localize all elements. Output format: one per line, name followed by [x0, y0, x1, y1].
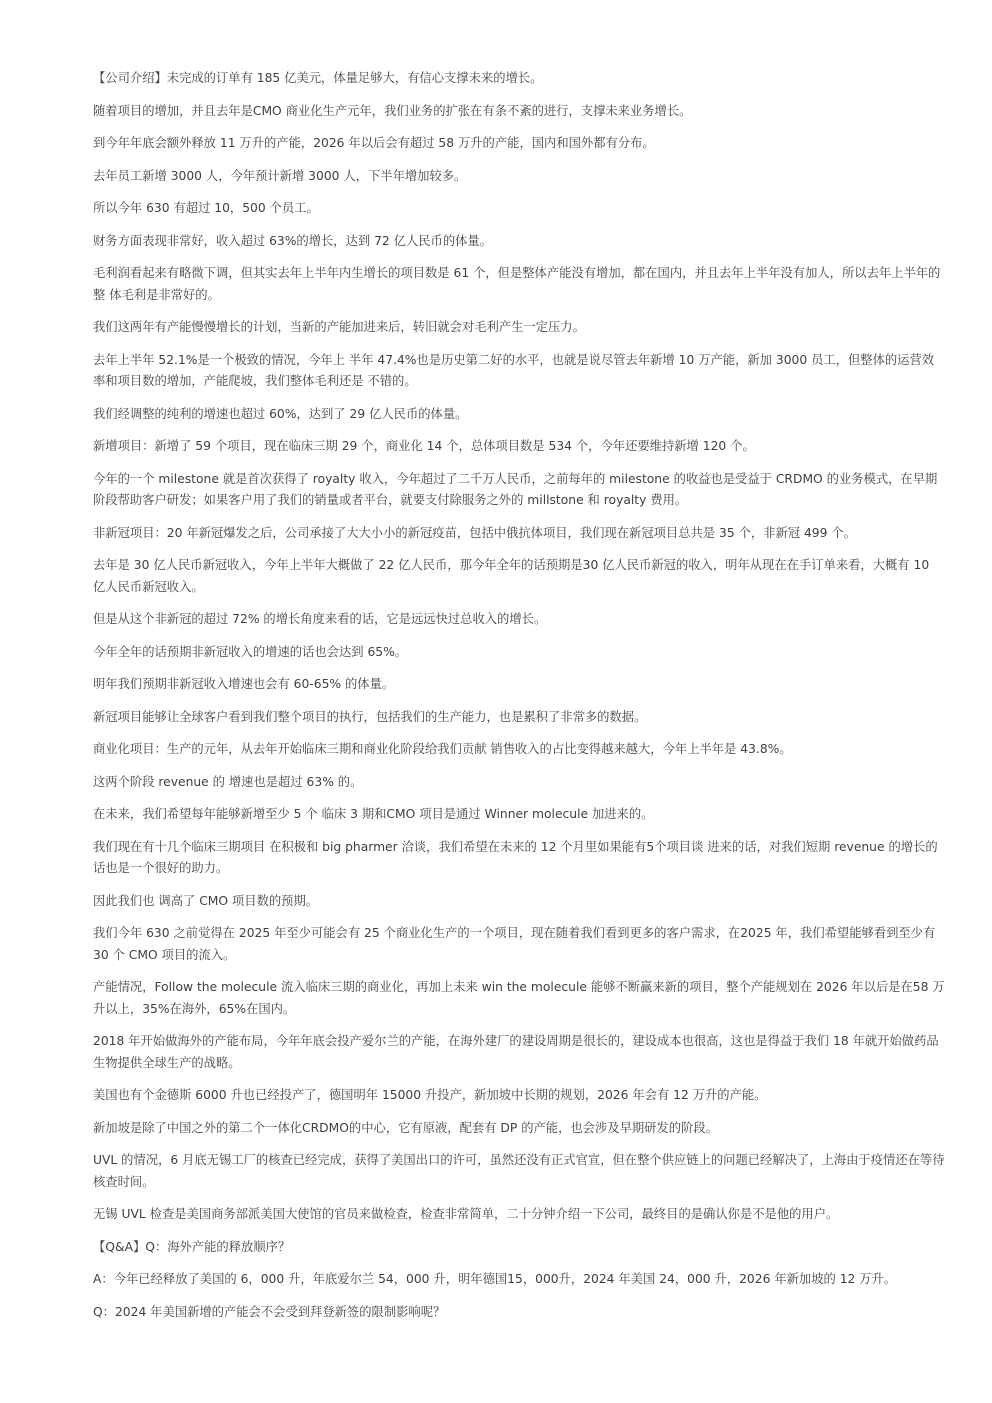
- paragraph: 毛利润看起来有略微下调，但其实去年上半年内生增长的项目数是 61 个，但是整体产能没有增加，都在国内，并且去年上半年没有加人，所以去年上半年的整 体毛利是非常好的。: [93, 266, 941, 302]
- paragraph: 但是从这个非新冠的超过 72% 的增长角度来看的话，它是远远快过总收入的增长。: [93, 612, 547, 626]
- paragraph: 美国也有个金德斯 6000 升也已经投产了，德国明年 15000 升投产，新加坡中长期的规划，2026 年会有 12 万升的产能。: [93, 1088, 767, 1102]
- paragraph: 我们现在有十几个临床三期项目 在积极和 big pharmer 洽谈，我们希望在未来的 12 个月里如果能有5个项目谈 进来的话，对我们短期 revenue 的增长的话也是一个很好的助力。: [93, 839, 938, 875]
- paragraph: 去年是 30 亿人民币新冠收入，今年上半年大概做了 22 亿人民币，那今年全年的话预期是30 亿人民币新冠的收入，明年从现在在手订单来看，大概有 10 亿人民币新冠收入。: [93, 558, 930, 594]
- paragraph: 无锡 UVL 检查是美国商务部派美国大使馆的官员来做检查，检查非常简单，二十分钟介绍一下公司，最终目的是确认你是不是他的用户。: [93, 1207, 839, 1221]
- paragraph: 非新冠项目：20 年新冠爆发之后，公司承接了大大小小的新冠疫苗，包括中俄抗体项目，我们现在新冠项目总共是 35 个，非新冠 499 个。: [93, 525, 856, 540]
- paragraph: 到今年年底会额外释放 11 万升的产能，2026 年以后会有超过 58 万升的产能，国内和国外都有分布。: [93, 136, 655, 150]
- document-body: [93, 68, 945, 1334]
- paragraph: 我们这两年有产能慢慢增长的计划，当新的产能加进来后，转旧就会对毛利产生一定压力。: [93, 320, 585, 334]
- paragraph: 产能情况，Follow the molecule 流入临床三期的商业化，再加上未来 win the molecule 能够不断赢来新的项目，整个产能规划在 2026 年以后是在58 万升以上，35%在海外，65%在国内。: [93, 980, 945, 1016]
- paragraph: 随着项目的增加，并且去年是CMO 商业化生产元年，我们业务的扩张在有条不紊的进行，支撑未来业务增长。: [93, 103, 692, 118]
- paragraph: 在未来，我们希望每年能够新增至少 5 个 临床 3 期和CMO 项目是通过 Winner molecule 加进来的。: [93, 807, 654, 821]
- paragraph: 去年上半年 52.1%是一个极致的情况，今年上 半年 47.4%也是历史第二好的水平，也就是说尽管去年新增 10 万产能，新加 3000 员工，但整体的运营效率和项目数的增加，产能爬坡，我们整体毛利还是 不错的。: [93, 352, 935, 388]
- paragraph: 新加坡是除了中国之外的第二个一体化CRDMO的中心，它有原液，配套有 DP 的产能，也会涉及早期研发的阶段。: [93, 1120, 718, 1135]
- paragraph: 2018 年开始做海外的产能布局，今年年底会投产爱尔兰的产能，在海外建厂的建设周期是很长的，建设成本也很高，这也是得益于我们 18 年就开始做药品生物提供全球生产的战略。: [93, 1034, 939, 1070]
- paragraph: 我们今年 630 之前觉得在 2025 年至少可能会有 25 个商业化生产的一个项目，现在随着我们看到更多的客户需求，在2025 年，我们希望能够看到至少有 30 个 CMO 项目的流入。: [93, 926, 936, 962]
- qa-heading: 【Q&A】Q：海外产能的释放顺序？: [93, 1239, 291, 1254]
- paragraph: 因此我们也 调高了 CMO 项目数的预期。: [93, 893, 319, 908]
- paragraph: 财务方面表现非常好，收入超过 63%的增长，达到 72 亿人民币的体量。: [93, 233, 493, 248]
- paragraph: 我们经调整的纯利的增速也超过 60%，达到了 29 亿人民币的体量。: [93, 406, 468, 421]
- qa-question: Q：2024 年美国新增的产能会不会受到拜登新签的限制影响呢？: [93, 1304, 446, 1319]
- paragraph: 商业化项目：生产的元年，从去年开始临床三期和商业化阶段给我们贡献 销售收入的占比变得越来越大，今年上半年是 43.8%。: [93, 742, 792, 756]
- paragraph: 【公司介绍】未完成的订单有 185 亿美元，体量足够大，有信心支撑未来的增长。: [93, 71, 543, 85]
- paragraph: 今年全年的话预期非新冠收入的增速的话也会达到 65%。: [93, 644, 408, 659]
- paragraph: 去年员工新增 3000 人，今年预计新增 3000 人，下半年增加较多。: [93, 168, 467, 183]
- paragraph: 新冠项目能够让全球客户看到我们整个项目的执行，包括我们的生产能力，也是累积了非常多的数据。: [93, 709, 647, 724]
- paragraph: 新增项目：新增了 59 个项目，现在临床三期 29 个，商业化 14 个，总体项目数是 534 个，今年还要维持新增 120 个。: [93, 439, 755, 453]
- paragraph: 所以今年 630 有超过 10，500 个员工。: [93, 201, 319, 215]
- paragraph: 今年的一个 milestone 就是首次获得了 royalty 收入，今年超过了二千万人民币，之前每年的 milestone 的收益也是受益于 CRDMO 的业务模式，在早期阶段帮助客户研发；如果客户用了我们的销量或者平台，就要支付除服务之外的 millstone 和 royalty 费用。: [93, 471, 938, 507]
- qa-answer: A：今年已经释放了美国的 6，000 升，年底爱尔兰 54，000 升，明年德国15，000升，2024 年美国 24，000 升，2026 年新加坡的 12 万升。: [93, 1272, 897, 1286]
- paragraph: 这两个阶段 revenue 的 增速也是超过 63% 的。: [93, 774, 363, 789]
- paragraph: UVL 的情况，6 月底无锡工厂的核查已经完成，获得了美国出口的许可，虽然还没有正式官宣，但在整个供应链上的问题已经解决了，上海由于疫情还在等待核查时间。: [93, 1153, 945, 1189]
- paragraph: 明年我们预期非新冠收入增速也会有 60-65% 的体量。: [93, 677, 395, 691]
